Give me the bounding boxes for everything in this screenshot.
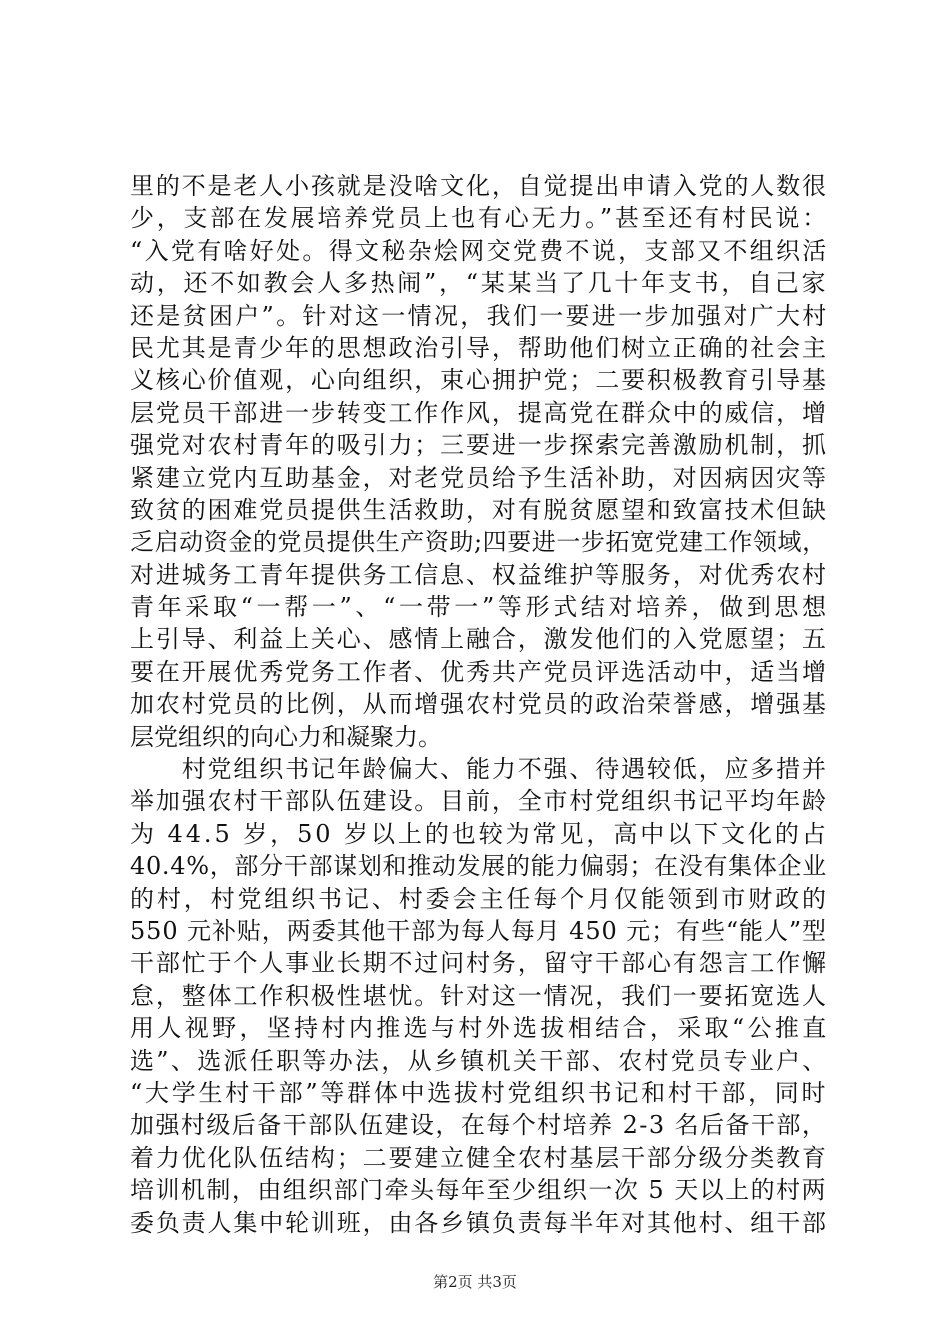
text-line: 上引导、利益上关心、感情上融合，激发他们的入党愿望；五 [130, 625, 828, 654]
text-line: 致贫的困难党员提供生活救助，对有脱贫愿望和致富技术但缺 [130, 495, 828, 524]
text-line: 着力优化队伍结构；二要建立健全农村基层干部分级分类教育 [130, 1143, 828, 1172]
text-line: 层党员干部进一步转变工作作风，提高党在群众中的威信，增 [130, 398, 828, 427]
text-line: 为 44.5 岁，50 岁以上的也较为常见，高中以下文化的占 [130, 819, 829, 848]
text-line: 的村，村党组织书记、村委会主任每个月仅能领到市财政的 [130, 884, 829, 913]
text-line: 对进城务工青年提供务工信息、权益维护等服务，对优秀农村 [130, 560, 828, 589]
text-line: 还是贫困户”。针对这一情况，我们一要进一步加强对广大村 [130, 301, 829, 330]
text-line: 加强村级后备干部队伍建设，在每个村培养 2-3 名后备干部， [130, 1111, 828, 1140]
text-line: “大学生村干部”等群体中选拔村党组织书记和村干部，同时 [130, 1078, 829, 1107]
text-line: 强党对农村青年的吸引力；三要进一步探索完善激励机制，抓 [130, 431, 828, 460]
text-line: 加农村党员的比例，从而增强农村党员的政治荣誉感，增强基 [130, 690, 828, 719]
text-line: 少，支部在发展培养党员上也有心无力。”甚至还有村民说： [130, 204, 830, 233]
document-body [130, 170, 830, 1239]
text-line: 40.4%，部分干部谋划和推动发展的能力偏弱；在没有集体企业 [130, 852, 827, 881]
text-line: 紧建立党内互助基金，对老党员给予生活补助，对因病因灾等 [130, 463, 828, 492]
text-line: 委负责人集中轮训班，由各乡镇负责每半年对其他村、组干部 [130, 1208, 828, 1237]
text-line: 干部忙于个人事业长期不过问村务，留守干部心有怨言工作懈 [130, 949, 828, 978]
text-line: 乏启动资金的党员提供生产资助;四要进一步拓宽党建工作领域， [130, 528, 827, 557]
text-line: 里的不是老人小孩就是没啥文化，自觉提出申请入党的人数很 [130, 172, 828, 200]
text-line: 怠，整体工作积极性堪忧。针对这一情况，我们一要拓宽选人 [130, 981, 828, 1010]
text-line: 举加强农村干部队伍建设。目前，全市村党组织书记平均年龄 [130, 787, 828, 816]
page-footer [0, 1271, 950, 1292]
text-line: 550 元补贴，两委其他干部为每人每月 450 元；有些“能人”型 [130, 916, 827, 945]
text-line: 动，还不如教会人多热闹”，“某某当了几十年支书，自己家 [130, 269, 829, 298]
page-number-indicator: 第2页 共3页 [433, 1273, 517, 1291]
paragraph-1 [130, 170, 830, 753]
text-line: 民尤其是青少年的思想政治引导，帮助他们树立正确的社会主 [130, 333, 828, 362]
text-line: 层党组织的向心力和凝聚力。 [130, 722, 442, 751]
text-line: 青年采取“一帮一”、“一带一”等形式结对培养，做到思想 [130, 593, 830, 622]
text-line: 培训机制，由组织部门牵头每年至少组织一次 5 天以上的村两 [130, 1176, 827, 1205]
text-line: 选”、选派任职等办法，从乡镇机关干部、农村党员专业户、 [130, 1046, 829, 1075]
text-line: 村党组织书记年龄偏大、能力不强、待遇较低，应多措并 [130, 755, 828, 784]
text-line: 义核心价值观，心向组织，束心拥护党；二要积极教育引导基 [130, 366, 828, 395]
paragraph-2 [130, 753, 830, 1239]
text-line: 要在开展优秀党务工作者、优秀共产党员评选活动中，适当增 [130, 657, 828, 686]
text-line: “入党有啥好处。得文秘杂烩网交党费不说，支部又不组织活 [130, 236, 829, 265]
text-line: 用人视野，坚持村内推选与村外选拔相结合，采取“公推直 [130, 1014, 830, 1043]
